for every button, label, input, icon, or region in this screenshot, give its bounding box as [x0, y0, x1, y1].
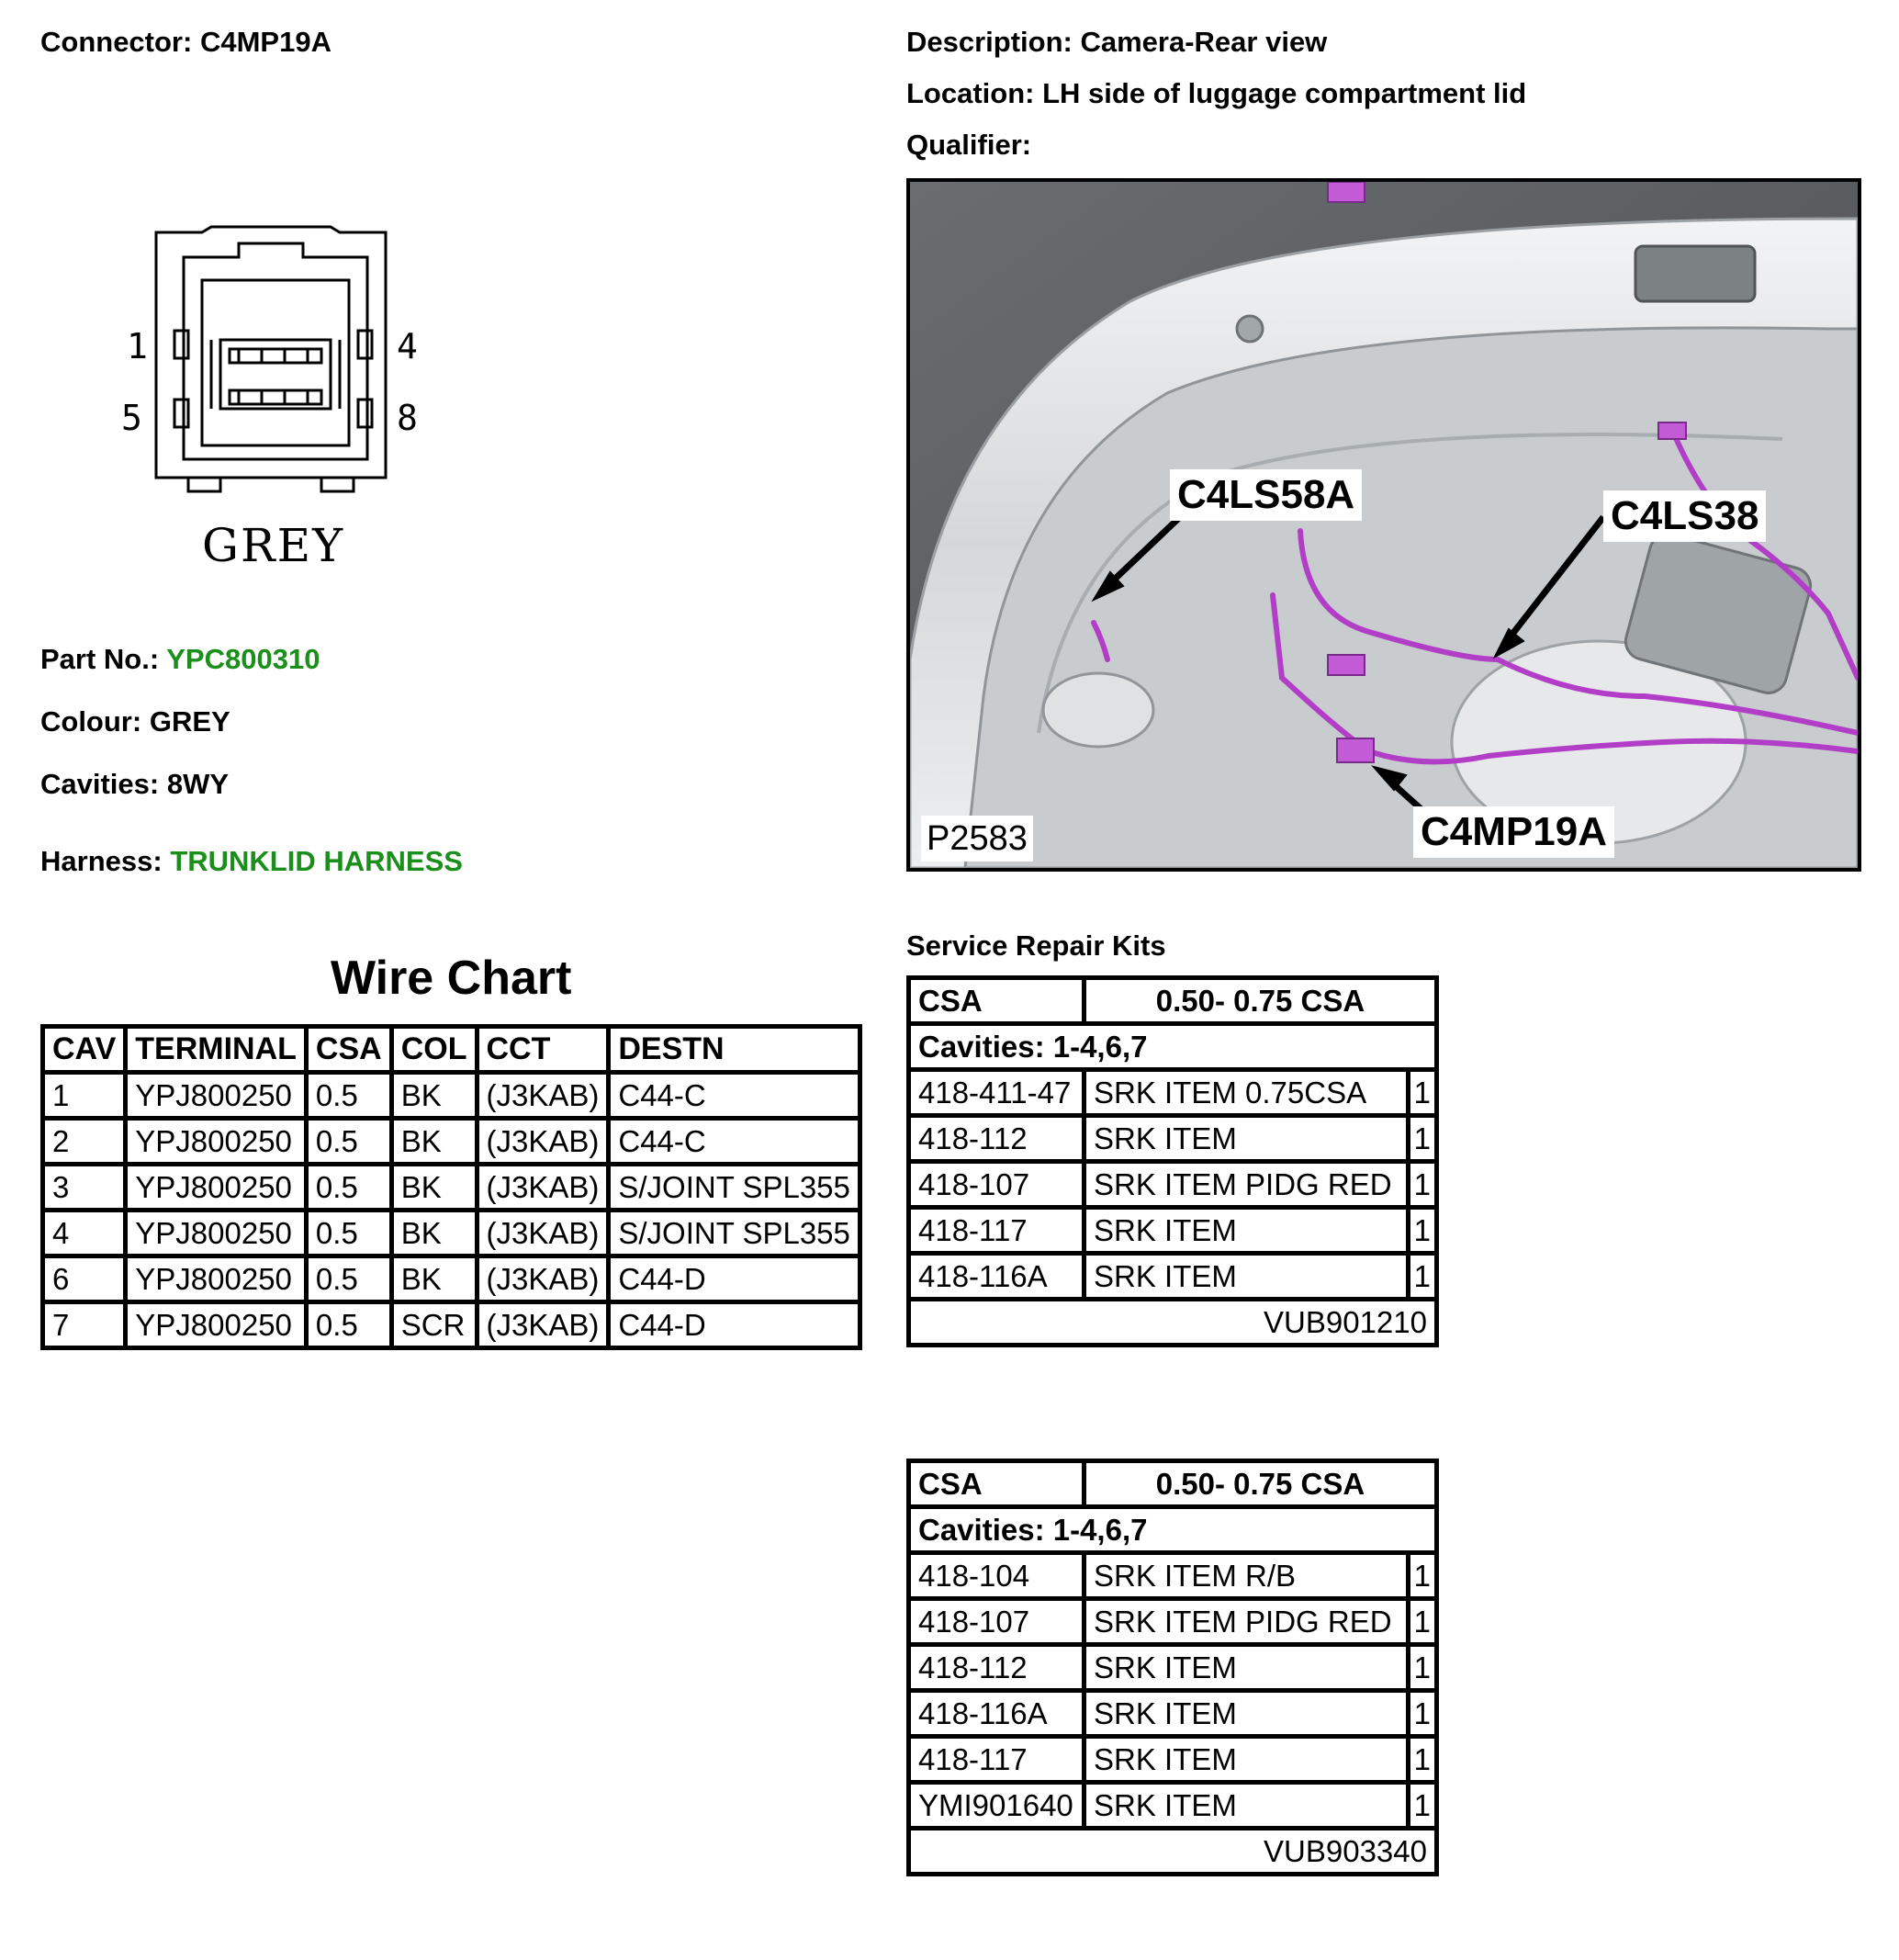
location-photo	[906, 178, 1861, 872]
cell-cct: (J3KAB)	[477, 1302, 609, 1348]
kit-item-desc: SRK ITEM R/B	[1084, 1553, 1409, 1599]
kit-item-row	[909, 1599, 1437, 1645]
col-csa: CSA	[306, 1027, 391, 1073]
kit-csa-value: 0.50- 0.75 CSA	[1084, 978, 1437, 1024]
pin-label-8: 8	[397, 398, 418, 438]
kit-item-row	[909, 1783, 1437, 1829]
table-row	[43, 1165, 860, 1211]
kit-item-qty: 1	[1408, 1599, 1436, 1645]
kit-item-row	[909, 1116, 1437, 1162]
kit-item-desc: SRK ITEM	[1084, 1254, 1409, 1300]
cell-destn: S/JOINT SPL355	[609, 1211, 860, 1256]
connector-face-diagram	[101, 216, 450, 583]
kit-item-desc: SRK ITEM	[1084, 1645, 1409, 1691]
repair-kit-table-2	[906, 1459, 1439, 1876]
cell-destn: C44-D	[609, 1302, 860, 1348]
kit-code-row	[909, 1300, 1437, 1346]
description-label: Description:	[906, 26, 1073, 58]
kit-item-qty: 1	[1408, 1553, 1436, 1599]
table-header-row	[43, 1027, 860, 1073]
col-destn: DESTN	[609, 1027, 860, 1073]
description-line	[906, 26, 1327, 59]
location-value: LH side of luggage compartment lid	[1042, 77, 1527, 109]
kit-cavities-row	[909, 1024, 1437, 1070]
kit-code: VUB903340	[909, 1829, 1437, 1875]
cell-cav: 4	[43, 1211, 126, 1256]
cell-csa: 0.5	[306, 1302, 391, 1348]
table-row	[43, 1073, 860, 1119]
kit-item-qty: 1	[1408, 1645, 1436, 1691]
cell-cct: (J3KAB)	[477, 1073, 609, 1119]
pin-label-4: 4	[397, 326, 418, 366]
cell-cav: 3	[43, 1165, 126, 1211]
location-line	[906, 77, 1526, 110]
cell-csa: 0.5	[306, 1165, 391, 1211]
cell-cct: (J3KAB)	[477, 1211, 609, 1256]
description-value: Camera-Rear view	[1080, 26, 1328, 58]
cell-csa: 0.5	[306, 1211, 391, 1256]
wire-chart-title: Wire Chart	[331, 952, 572, 1005]
cell-terminal: YPJ800250	[126, 1165, 307, 1211]
cell-csa: 0.5	[306, 1073, 391, 1119]
kit-item-row	[909, 1737, 1437, 1783]
cell-csa: 0.5	[306, 1256, 391, 1302]
cell-col: BK	[391, 1256, 477, 1302]
table-row	[43, 1302, 860, 1348]
cell-terminal: YPJ800250	[126, 1119, 307, 1165]
colour-value: GREY	[149, 705, 230, 738]
cell-cct: (J3KAB)	[477, 1119, 609, 1165]
kit-item-qty: 1	[1408, 1162, 1436, 1208]
cell-terminal: YPJ800250	[126, 1073, 307, 1119]
kit-item-desc: SRK ITEM	[1084, 1208, 1409, 1254]
part-no-link[interactable]: YPC800310	[166, 643, 320, 675]
kit-item-row	[909, 1691, 1437, 1737]
kit-item-qty: 1	[1408, 1691, 1436, 1737]
colour-label: Colour:	[40, 705, 142, 738]
kit-csa-row	[909, 978, 1437, 1024]
table-row	[43, 1256, 860, 1302]
kit-cavities: Cavities: 1-4,6,7	[909, 1024, 1437, 1070]
figure-id: P2583	[921, 816, 1033, 862]
cell-col: BK	[391, 1073, 477, 1119]
kit-item-part: 418-117	[909, 1737, 1084, 1783]
callout-c4ls58a: C4LS58A	[1170, 469, 1362, 521]
kit-item-qty: 1	[1408, 1783, 1436, 1829]
harness-link[interactable]: TRUNKLID HARNESS	[170, 845, 463, 877]
kit-item-desc: SRK ITEM	[1084, 1691, 1409, 1737]
cell-col: BK	[391, 1119, 477, 1165]
cell-cav: 7	[43, 1302, 126, 1348]
col-terminal: TERMINAL	[126, 1027, 307, 1073]
part-no-line	[40, 643, 320, 676]
col-cct: CCT	[477, 1027, 609, 1073]
kit-item-qty: 1	[1408, 1208, 1436, 1254]
harness-line	[40, 845, 463, 878]
kit-item-desc: SRK ITEM 0.75CSA	[1084, 1070, 1409, 1116]
connector-id: C4MP19A	[199, 26, 331, 58]
harness-label: Harness:	[40, 845, 163, 877]
cavities-value: 8WY	[166, 768, 230, 800]
callout-c4mp19a: C4MP19A	[1413, 806, 1614, 858]
cell-destn: C44-D	[609, 1256, 860, 1302]
cell-destn: C44-C	[609, 1119, 860, 1165]
kit-csa-label: CSA	[909, 978, 1084, 1024]
kit-item-row	[909, 1254, 1437, 1300]
kit-item-part: 418-117	[909, 1208, 1084, 1254]
cell-terminal: YPJ800250	[126, 1256, 307, 1302]
kit-item-row	[909, 1070, 1437, 1116]
wire-chart-table	[40, 1024, 862, 1350]
callout-c4ls38: C4LS38	[1603, 490, 1766, 542]
qualifier-label: Qualifier:	[906, 129, 1032, 161]
cell-col: SCR	[391, 1302, 477, 1348]
location-label: Location:	[906, 77, 1035, 109]
kit-item-qty: 1	[1408, 1116, 1436, 1162]
cell-cav: 2	[43, 1119, 126, 1165]
table-row	[43, 1119, 860, 1165]
col-cav: CAV	[43, 1027, 126, 1073]
kit-csa-row	[909, 1461, 1437, 1507]
kit-item-part: 418-107	[909, 1162, 1084, 1208]
kit-item-desc: SRK ITEM PIDG RED	[1084, 1162, 1409, 1208]
kit-item-qty: 1	[1408, 1254, 1436, 1300]
kit-item-row	[909, 1162, 1437, 1208]
kit-item-part: 418-116A	[909, 1254, 1084, 1300]
pin-label-1: 1	[127, 326, 148, 366]
kit-item-qty: 1	[1408, 1070, 1436, 1116]
connector-colour-text: GREY	[202, 519, 345, 572]
kit-cavities: Cavities: 1-4,6,7	[909, 1507, 1437, 1553]
cell-cav: 6	[43, 1256, 126, 1302]
cell-col: BK	[391, 1211, 477, 1256]
table-row	[43, 1211, 860, 1256]
kit-csa-label: CSA	[909, 1461, 1084, 1507]
kit-item-part: 418-104	[909, 1553, 1084, 1599]
kit-item-part: 418-112	[909, 1645, 1084, 1691]
kit-item-desc: SRK ITEM PIDG RED	[1084, 1599, 1409, 1645]
cell-cav: 1	[43, 1073, 126, 1119]
kit-item-part: YMI901640	[909, 1783, 1084, 1829]
connector-line	[40, 26, 331, 59]
col-col: COL	[391, 1027, 477, 1073]
kit-item-qty: 1	[1408, 1737, 1436, 1783]
cell-destn: S/JOINT SPL355	[609, 1165, 860, 1211]
service-repair-kits-title: Service Repair Kits	[906, 929, 1166, 962]
cell-col: BK	[391, 1165, 477, 1211]
kit-item-desc: SRK ITEM	[1084, 1116, 1409, 1162]
cell-cct: (J3KAB)	[477, 1256, 609, 1302]
cavities-line	[40, 768, 229, 801]
cell-csa: 0.5	[306, 1119, 391, 1165]
kit-item-row	[909, 1208, 1437, 1254]
qualifier-line	[906, 129, 1031, 162]
cell-cct: (J3KAB)	[477, 1165, 609, 1211]
kit-cavities-row	[909, 1507, 1437, 1553]
pin-label-5: 5	[121, 398, 142, 438]
kit-item-part: 418-112	[909, 1116, 1084, 1162]
kit-code-row	[909, 1829, 1437, 1875]
part-no-label: Part No.:	[40, 643, 160, 675]
kit-item-row	[909, 1645, 1437, 1691]
repair-kit-table-1	[906, 975, 1439, 1347]
kit-item-desc: SRK ITEM	[1084, 1737, 1409, 1783]
cell-destn: C44-C	[609, 1073, 860, 1119]
colour-line	[40, 705, 230, 738]
connector-label: Connector:	[40, 26, 193, 58]
cell-terminal: YPJ800250	[126, 1211, 307, 1256]
kit-item-part: 418-107	[909, 1599, 1084, 1645]
cavities-label: Cavities:	[40, 768, 160, 800]
kit-item-desc: SRK ITEM	[1084, 1783, 1409, 1829]
kit-code: VUB901210	[909, 1300, 1437, 1346]
kit-csa-value: 0.50- 0.75 CSA	[1084, 1461, 1437, 1507]
kit-item-part: 418-411-47	[909, 1070, 1084, 1116]
kit-item-part: 418-116A	[909, 1691, 1084, 1737]
cell-terminal: YPJ800250	[126, 1302, 307, 1348]
kit-item-row	[909, 1553, 1437, 1599]
